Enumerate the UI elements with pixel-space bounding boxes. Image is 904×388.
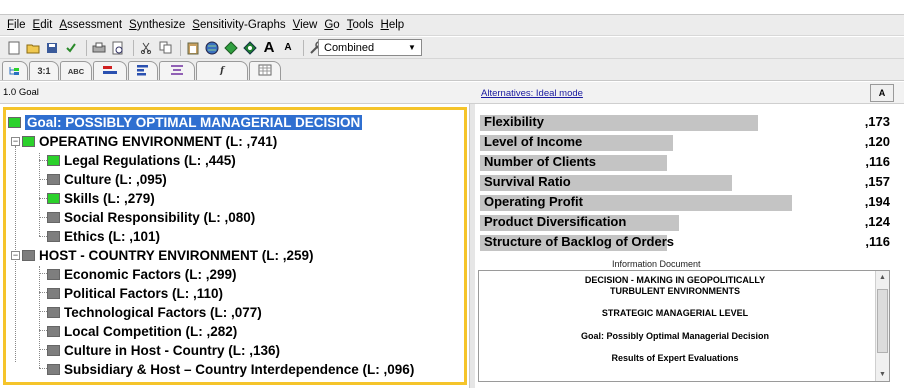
menu-sensitivity-graphs[interactable]: Sensitivity-Graphs <box>192 19 286 31</box>
tab-pairwise-numerical[interactable] <box>29 61 59 80</box>
synthesis-mode-select[interactable] <box>318 39 422 56</box>
doc-line: STRATEGIC MANAGERIAL LEVEL <box>601 308 749 318</box>
cut-icon[interactable] <box>138 40 154 56</box>
doc-line: DECISION - MAKING IN GEOPOLITICALLY <box>584 275 766 285</box>
priority-row[interactable] <box>480 154 890 171</box>
panel-splitter[interactable] <box>469 104 475 388</box>
goal-label: Goal: POSSIBLY OPTIMAL MANAGERIAL DECISION <box>27 114 361 130</box>
tree-connector <box>39 160 47 161</box>
font-larger-icon[interactable]: A <box>263 39 275 56</box>
tab-questionnaire[interactable] <box>159 61 195 80</box>
tree-leaf-skills[interactable] <box>47 189 155 207</box>
check-icon[interactable] <box>63 40 79 56</box>
document-scrollbar[interactable] <box>875 271 889 381</box>
tree-leaf-social-responsibility[interactable] <box>47 208 255 226</box>
priority-row[interactable] <box>480 194 890 211</box>
horizontal-bars-icon <box>136 64 150 78</box>
leaf-icon <box>47 288 60 299</box>
tab-pairwise-label: 3:1 <box>37 66 51 76</box>
priority-name: Product Diversification <box>484 214 627 229</box>
tree-connector <box>39 153 40 236</box>
tree-leaf-culture-in-host-country[interactable] <box>47 341 280 359</box>
leaf-label: Economic Factors (L: ,299) <box>64 266 237 282</box>
tree-connector <box>39 179 47 180</box>
font-a-icon: A <box>878 88 886 98</box>
path-bar <box>0 82 904 104</box>
node-path: 1.0 Goal <box>3 87 39 98</box>
font-smaller-icon[interactable]: A <box>284 42 292 53</box>
tree-node-operating-environment[interactable] <box>22 132 277 150</box>
tree-connector <box>39 292 47 293</box>
toolbar-separator <box>133 40 134 56</box>
priority-value: ,116 <box>865 154 890 169</box>
leaf-icon <box>47 345 60 356</box>
copy-icon[interactable] <box>157 40 173 56</box>
leaf-label: Subsidiary & Host – Country Interdependence (L: ,096) <box>64 361 415 377</box>
questionnaire-icon <box>170 64 184 78</box>
tree-connector <box>39 236 47 237</box>
toolbar-separator <box>180 40 181 56</box>
menu-edit[interactable]: Edit <box>32 19 53 31</box>
priority-value: ,116 <box>865 234 890 249</box>
tree-connector <box>39 266 40 368</box>
goal-node-icon <box>8 117 21 128</box>
priority-value: ,120 <box>864 134 890 149</box>
tree-leaf-ethics[interactable] <box>47 227 160 245</box>
doc-line: Results of Expert Evaluations <box>611 353 739 363</box>
tree-connector <box>39 198 47 199</box>
leaf-icon <box>47 269 60 280</box>
calculate-icon[interactable] <box>242 40 258 56</box>
toolbar-separator <box>86 40 87 56</box>
tree-leaf-culture[interactable] <box>47 170 167 188</box>
node-label: HOST - COUNTRY ENVIRONMENT (L: ,259) <box>39 247 314 263</box>
alternatives-mode-link[interactable]: Alternatives: Ideal mode <box>481 88 583 99</box>
tree-connector <box>39 330 47 331</box>
tab-verbal[interactable] <box>60 61 92 80</box>
leaf-icon <box>47 212 60 223</box>
leaf-label: Ethics (L: ,101) <box>64 228 161 244</box>
menu-synthesize[interactable]: Synthesize <box>129 19 186 31</box>
menu-tools[interactable]: Tools <box>346 19 374 31</box>
node-icon <box>22 250 35 261</box>
tree-leaf-technological-factors[interactable] <box>47 303 262 321</box>
tree-connector <box>39 217 47 218</box>
priority-name: Flexibility <box>484 114 544 129</box>
menu-go[interactable]: Go <box>324 19 340 31</box>
scroll-down-icon[interactable]: ▼ <box>879 371 886 378</box>
leaf-icon <box>47 326 60 337</box>
font-size-button[interactable] <box>870 84 894 102</box>
open-folder-icon[interactable] <box>25 40 41 56</box>
synthesis-mode-value: Combined <box>324 41 375 54</box>
print-preview-icon[interactable] <box>110 40 126 56</box>
tab-spreadsheet[interactable] <box>249 61 281 80</box>
grid-icon <box>258 64 272 78</box>
leaf-label: Social Responsibility (L: ,080) <box>64 209 256 225</box>
collapse-operating-icon[interactable]: − <box>12 136 19 146</box>
menu-help[interactable]: Help <box>380 19 405 31</box>
alternatives-priorities <box>477 112 897 257</box>
leaf-label: Skills (L: ,279) <box>64 190 155 206</box>
priority-row[interactable] <box>480 234 890 251</box>
node-label: OPERATING ENVIRONMENT (L: ,741) <box>39 133 278 149</box>
leaf-label: Technological Factors (L: ,077) <box>64 304 262 320</box>
save-icon[interactable] <box>44 40 60 56</box>
priority-row[interactable] <box>480 214 890 231</box>
tree-leaf-economic-factors[interactable] <box>47 265 237 283</box>
node-icon <box>22 136 35 147</box>
toolbar <box>0 37 904 59</box>
new-file-icon[interactable] <box>6 40 22 56</box>
doc-line: Goal: Possibly Optimal Managerial Decision <box>580 331 770 341</box>
leaf-icon <box>47 174 60 185</box>
compute-icon[interactable] <box>223 40 239 56</box>
globe-icon[interactable] <box>204 40 220 56</box>
priority-row[interactable] <box>480 174 890 191</box>
tree-icon <box>8 65 22 78</box>
tree-goal-node[interactable] <box>8 113 362 131</box>
tree-leaf-legal-regulations[interactable] <box>47 151 236 169</box>
scroll-thumb[interactable] <box>877 289 888 353</box>
tree-connector <box>39 349 47 350</box>
toolbar-separator <box>303 40 304 56</box>
leaf-icon <box>47 193 60 204</box>
tab-horizontal-bars[interactable] <box>128 61 158 80</box>
view-tabs <box>0 59 904 81</box>
leaf-label: Local Competition (L: ,282) <box>64 323 238 339</box>
tab-bar-graph[interactable] <box>93 61 127 80</box>
leaf-label: Culture in Host - Country (L: ,136) <box>64 342 280 358</box>
priority-name: Survival Ratio <box>484 174 571 189</box>
priority-name: Number of Clients <box>484 154 596 169</box>
print-icon[interactable] <box>91 40 107 56</box>
information-document-title: Information Document <box>612 259 701 269</box>
chevron-down-icon[interactable]: ▼ <box>408 43 416 52</box>
collapse-host-country-icon[interactable]: − <box>12 250 19 260</box>
priority-value: ,173 <box>864 114 890 129</box>
leaf-label: Culture (L: ,095) <box>64 171 167 187</box>
priority-name: Level of Income <box>484 134 583 149</box>
priority-value: ,124 <box>864 214 890 229</box>
leaf-icon <box>47 307 60 318</box>
priority-value: ,157 <box>864 174 890 189</box>
priority-name: Structure of Backlog of Orders <box>484 234 674 249</box>
scroll-up-icon[interactable]: ▲ <box>879 274 886 281</box>
doc-line: TURBULENT ENVIRONMENTS <box>610 286 740 296</box>
tree-leaf-subsidiary-host-interdependence[interactable] <box>47 360 414 378</box>
tree-leaf-political-factors[interactable] <box>47 284 223 302</box>
formula-icon: f <box>220 66 224 76</box>
leaf-label: Legal Regulations (L: ,445) <box>64 152 236 168</box>
paste-icon[interactable] <box>185 40 201 56</box>
priority-row[interactable] <box>480 134 890 151</box>
tab-tree-view[interactable] <box>2 61 28 80</box>
tree-connector <box>39 273 47 274</box>
tree-node-host-country-environment[interactable] <box>22 246 314 264</box>
tab-verbal-label: ABC <box>67 66 85 76</box>
menu-file[interactable]: File <box>7 19 26 31</box>
leaf-icon <box>47 364 60 375</box>
menu-view[interactable]: View <box>292 19 318 31</box>
tree-connector <box>39 311 47 312</box>
menu-bar <box>0 14 904 36</box>
menu-assessment[interactable]: Assessment <box>59 19 123 31</box>
leaf-icon <box>47 231 60 242</box>
priority-name: Operating Profit <box>484 194 583 209</box>
information-document[interactable] <box>478 270 890 382</box>
priority-row[interactable] <box>480 114 890 131</box>
tree-leaf-local-competition[interactable] <box>47 322 237 340</box>
tab-formula[interactable] <box>196 61 248 80</box>
bar-graph-icon <box>102 65 118 77</box>
priority-value: ,194 <box>864 194 890 209</box>
leaf-label: Political Factors (L: ,110) <box>64 285 224 301</box>
leaf-icon <box>47 155 60 166</box>
hierarchy-tree <box>3 107 467 385</box>
tree-connector <box>39 368 47 369</box>
